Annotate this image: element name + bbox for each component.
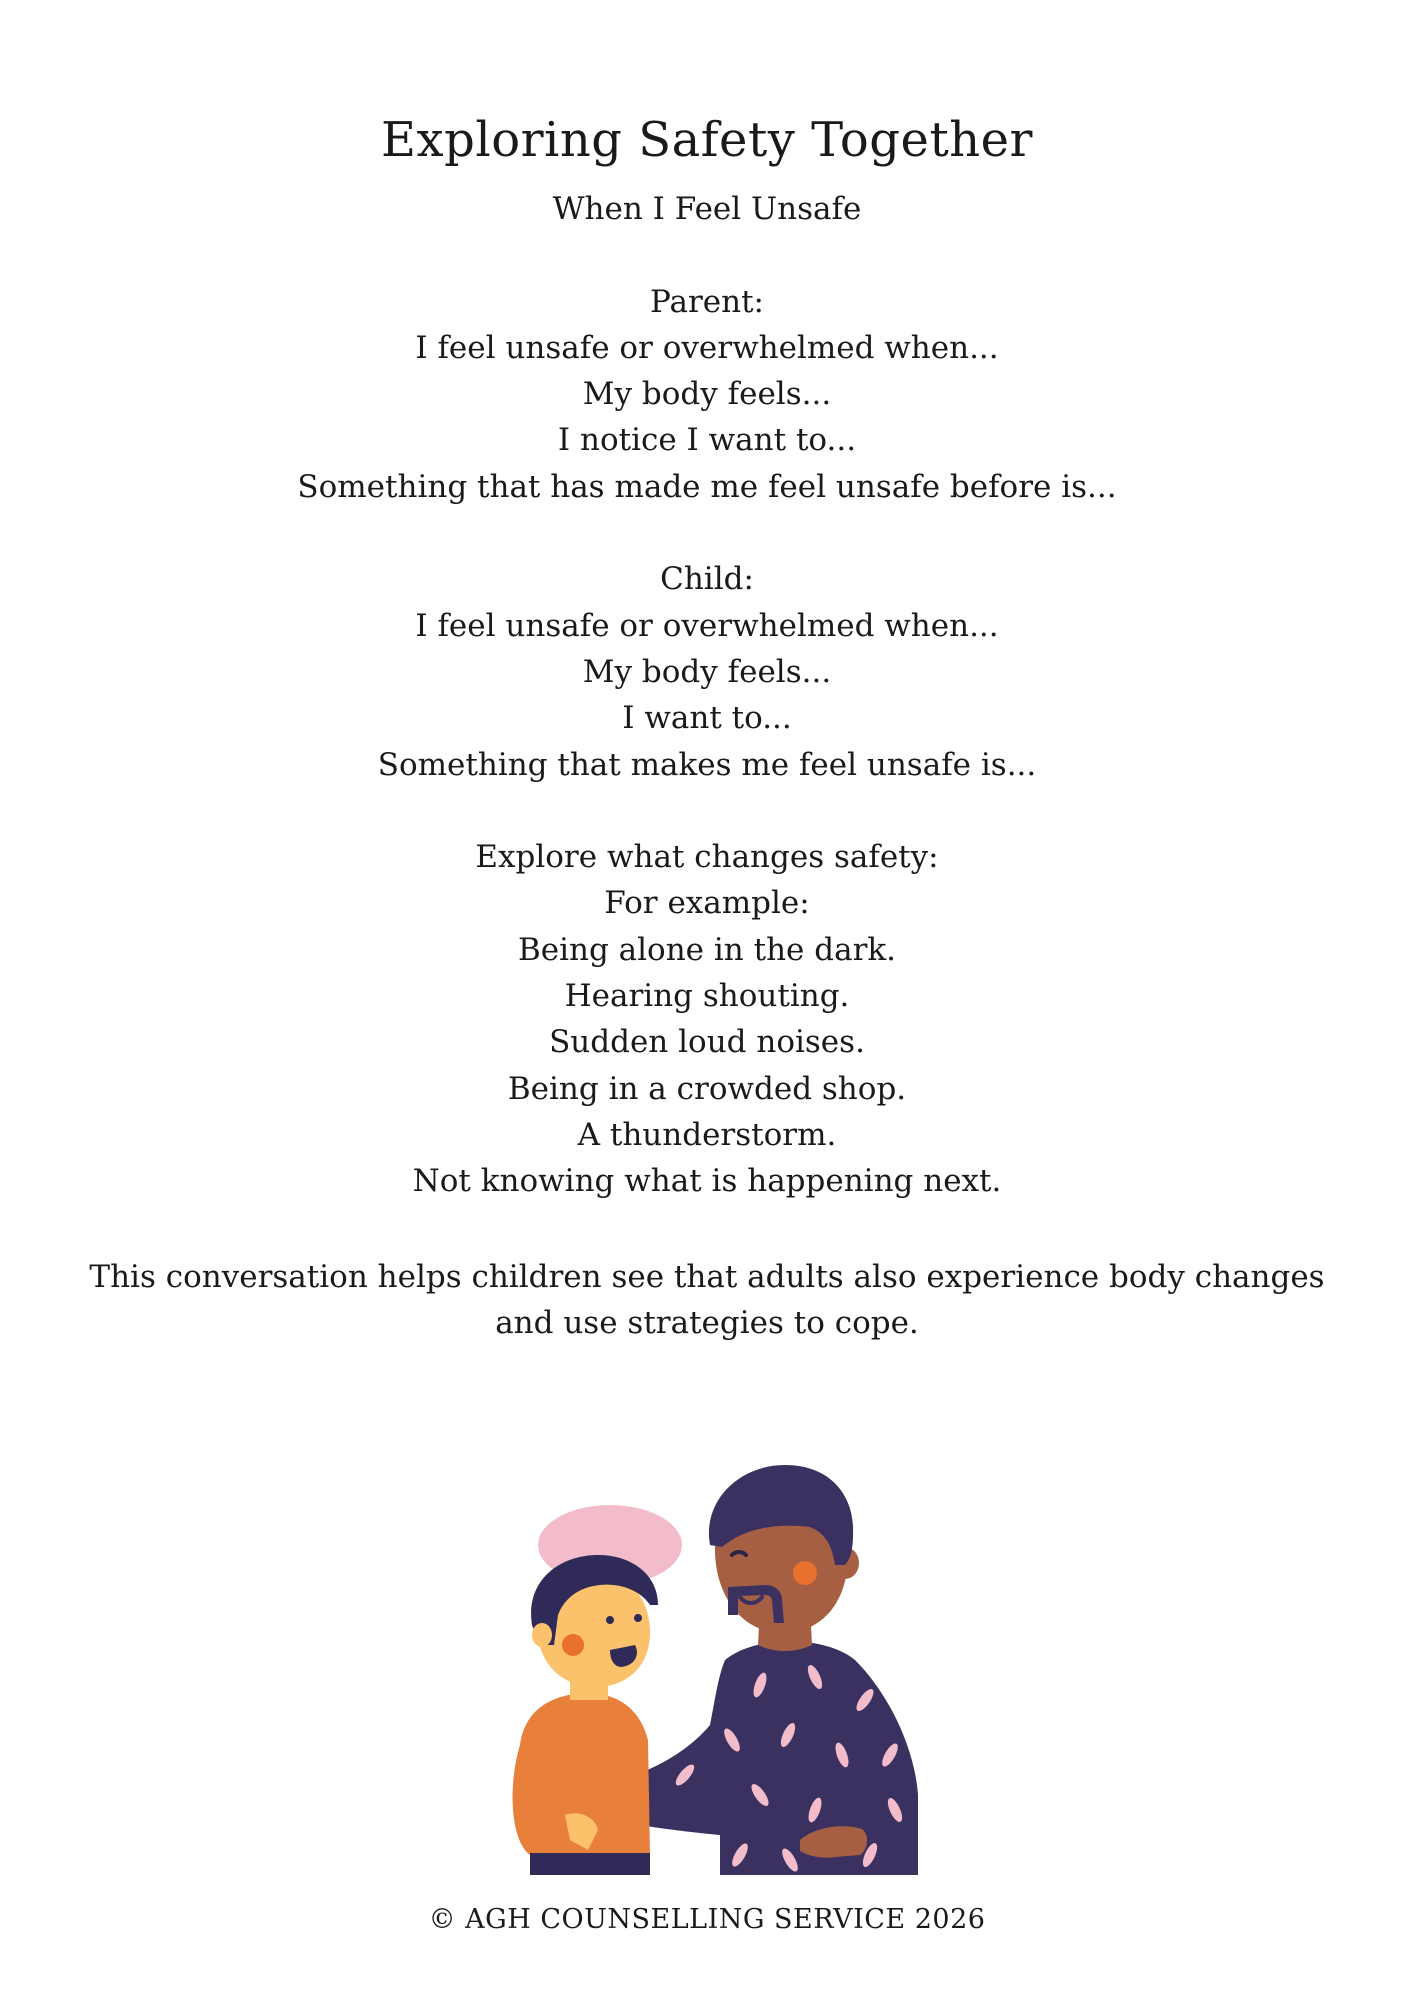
parent-prompt: I notice I want to...	[557, 422, 857, 459]
explore-intro: For example:	[604, 885, 810, 922]
parent-section	[90, 279, 1324, 510]
explore-section	[90, 834, 1324, 1204]
child-prompt: I feel unsafe or overwhelmed when...	[415, 607, 999, 644]
child-prompt: My body feels...	[582, 653, 832, 690]
example-item: Being in a crowded shop.	[507, 1070, 907, 1107]
page-title: Exploring Safety Together	[381, 112, 1033, 168]
child-heading: Child:	[660, 561, 754, 598]
parent-prompt: I feel unsafe or overwhelmed when...	[415, 329, 999, 366]
example-item: Sudden loud noises.	[549, 1024, 865, 1061]
spacer	[90, 788, 1324, 834]
child-figure	[513, 1555, 658, 1875]
spacer	[90, 232, 1324, 278]
note-line: and use strategies to cope.	[495, 1305, 919, 1342]
note-line: This conversation helps children see that adults also experience body changes	[89, 1259, 1325, 1295]
child-prompt: Something that makes me feel unsafe is...	[377, 746, 1037, 783]
copyright-footer: © AGH COUNSELLING SERVICE 2026	[428, 1904, 986, 1935]
example-item: Hearing shouting.	[564, 978, 850, 1015]
parent-child-talking-illustration	[470, 1455, 950, 1875]
spacer	[90, 510, 1324, 556]
parent-heading: Parent:	[650, 283, 764, 320]
prompt-list	[90, 186, 1324, 1205]
example-item: A thunderstorm.	[577, 1116, 837, 1153]
explore-heading: Explore what changes safety:	[475, 839, 939, 876]
parent-prompt: My body feels...	[582, 376, 832, 413]
example-item: Being alone in the dark.	[517, 931, 897, 968]
subtitle: When I Feel Unsafe	[552, 191, 862, 227]
child-section	[90, 556, 1324, 787]
child-prompt: I want to...	[622, 700, 792, 737]
parent-prompt: Something that has made me feel unsafe before is...	[297, 468, 1117, 505]
closing-note	[60, 1254, 1354, 1347]
example-item: Not knowing what is happening next.	[412, 1163, 1002, 1200]
